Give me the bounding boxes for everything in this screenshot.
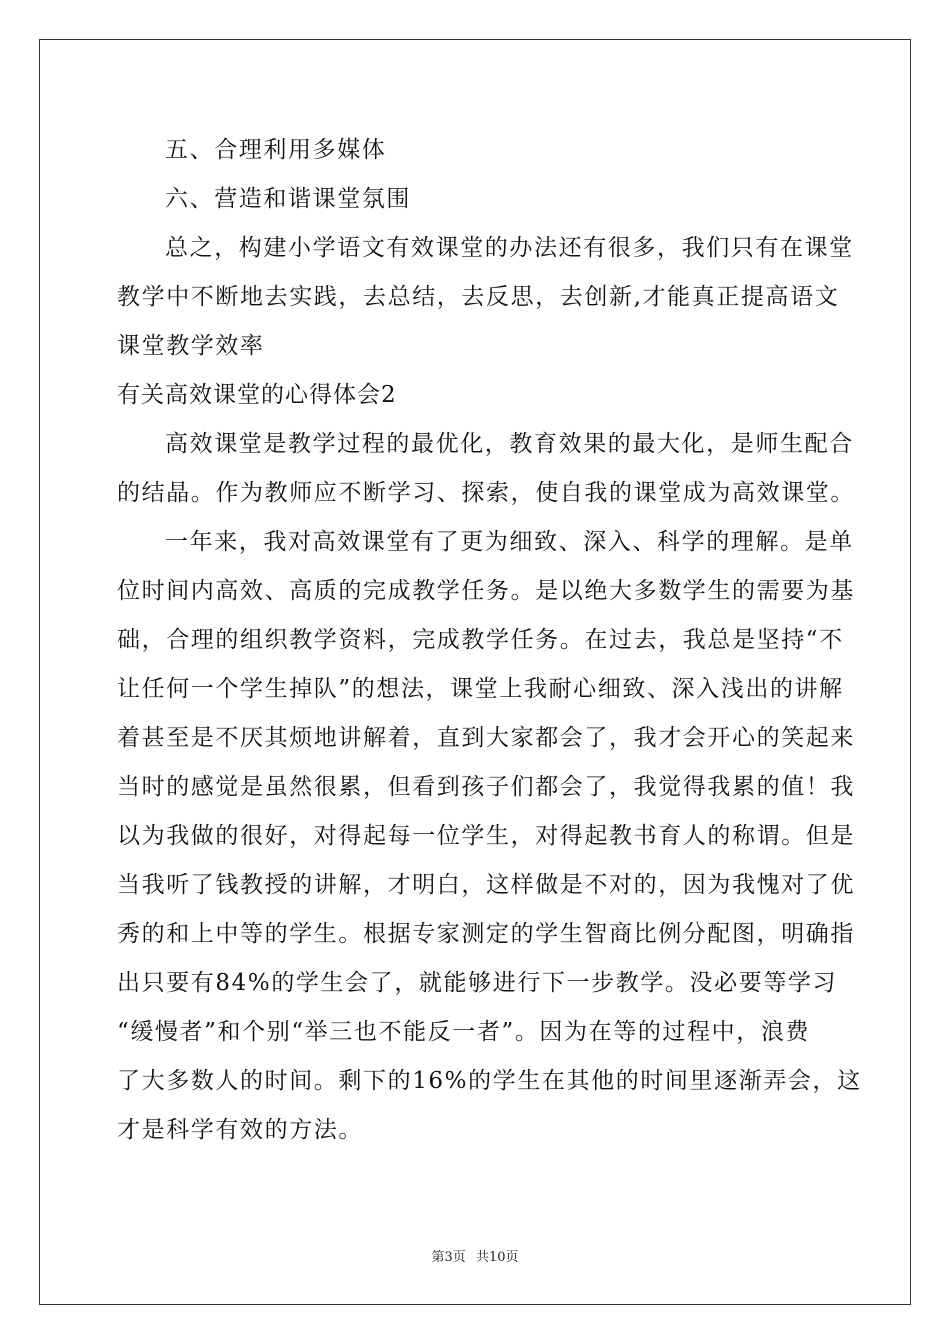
- text-line: “缓慢者”和个别“举三也不能反一者”。因为在等的过程中，浪费: [117, 1019, 811, 1045]
- text-line: 的结晶。作为教师应不断学习、探索，使自我的课堂成为高效课堂。: [117, 480, 855, 506]
- text-line: 课堂教学效率: [117, 333, 265, 359]
- text-line: 才是科学有效的方法。: [117, 1117, 363, 1143]
- page-total: 共10页: [475, 1250, 519, 1265]
- text-line: 当时的感觉是虽然很累，但看到孩子们都会了，我觉得我累的值！我: [117, 774, 855, 800]
- text-line: 当我听了钱教授的讲解，才明白，这样做是不对的，因为我愧对了优: [117, 872, 855, 898]
- text-line: 总之，构建小学语文有效课堂的办法还有很多，我们只有在课堂: [165, 235, 854, 261]
- text-line: 一年来，我对高效课堂有了更为细致、深入、科学的理解。是单: [165, 529, 854, 555]
- text-line: 五、合理利用多媒体: [165, 137, 387, 163]
- text-line: 出只要有84%的学生会了，就能够进行下一步教学。没必要等学习: [117, 970, 838, 996]
- section-heading: 有关高效课堂的心得体会2: [117, 382, 397, 408]
- text-line: 秀的和上中等的学生。根据专家测定的学生智商比例分配图，明确指: [117, 921, 855, 947]
- text-line: 位时间内高效、高质的完成教学任务。是以绝大多数学生的需要为基: [117, 578, 855, 604]
- text-line: 了大多数人的时间。剩下的16%的学生在其他的时间里逐渐弄会，这: [117, 1068, 862, 1094]
- text-line: 着甚至是不厌其烦地讲解着，直到大家都会了，我才会开心的笑起来: [117, 725, 855, 751]
- page-number: 第3页: [431, 1250, 466, 1265]
- document-body: [117, 126, 862, 1155]
- text-line: 教学中不断地去实践，去总结，去反思，去创新,才能真正提高语文: [117, 284, 840, 310]
- text-line: 高效课堂是教学过程的最优化，教育效果的最大化，是师生配合: [165, 431, 854, 457]
- text-line: 让任何一个学生掉队”的想法，课堂上我耐心细致、深入浅出的讲解: [117, 676, 844, 702]
- page-footer: [0, 1246, 950, 1265]
- text-line: 以为我做的很好，对得起每一位学生，对得起教书育人的称谓。但是: [117, 823, 855, 849]
- text-line: 六、营造和谐课堂氛围: [165, 186, 411, 212]
- text-line: 础，合理的组织教学资料，完成教学任务。在过去，我总是坚持“不: [117, 627, 844, 653]
